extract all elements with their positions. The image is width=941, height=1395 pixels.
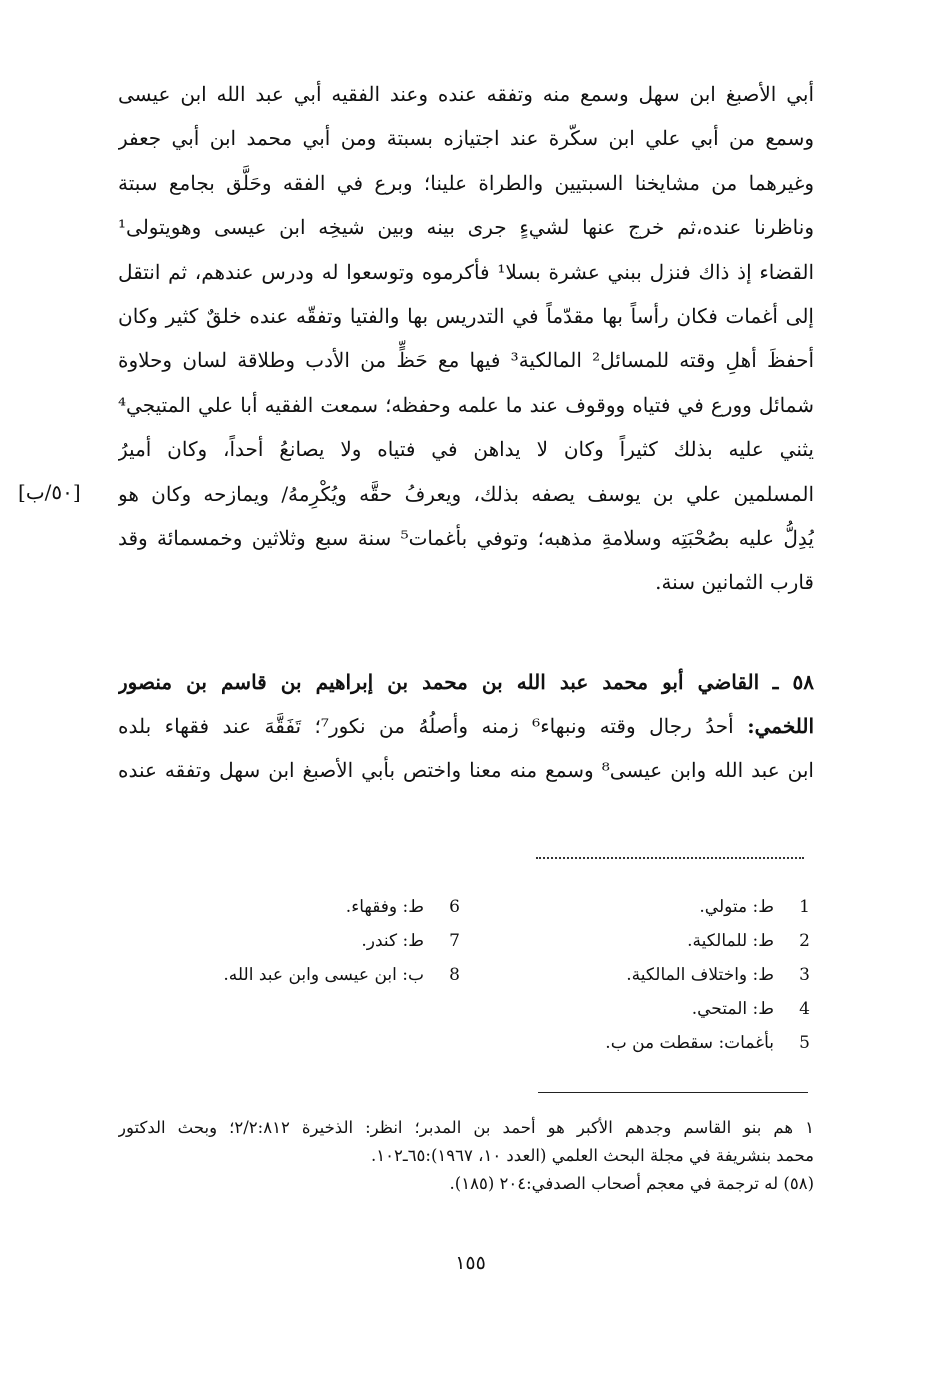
note-number: 4 [799, 999, 810, 1019]
note-text: بأغمات: سقطت من ب. [605, 1033, 774, 1053]
main-text-line: القضاء إذ ذاك فنزل ببني عشرة بسلا¹ فأكرموه وتوسعوا له ودرس عندهم، ثم انتقل [118, 259, 814, 284]
variant-note [540, 1026, 810, 1060]
variant-notes-left [150, 890, 460, 992]
note-text: ب: ابن عيسى وابن عبد الله. [223, 965, 424, 985]
note-text: ط: وفقهاء. [345, 897, 424, 917]
note-text: ط: كندر. [361, 931, 424, 951]
entry-number: ٥٨ ـ [772, 670, 814, 694]
entry-nisba: اللخمي: [747, 714, 814, 738]
variant-note [150, 958, 460, 992]
variant-note [150, 924, 460, 958]
note-number: 6 [449, 897, 460, 917]
editor-footnote-line: ١ هم بنو القاسم وجدهم الأكبر هو أحمد بن المدبر؛ انظر: الذخيرة ٢/٢:٨١٢؛ وبحث الدكتور [118, 1118, 814, 1137]
note-text: ط: متولي. [699, 897, 774, 917]
main-text-line: وناظرنا عنده،ثم خرج عنها لشيءٍ جرى بينه وبين شيخِه ابن عيسى وهويتولى¹ [118, 215, 814, 240]
page-number: ١٥٥ [455, 1252, 486, 1274]
entry-line-2 [118, 704, 814, 748]
main-text-line: قارب الثمانين سنة. [655, 570, 814, 595]
editor-footnote-line: محمد بنشريفة في مجلة البحث العلمي (العدد ١٠، ١٩٦٧):٦٥ـ١٠٢. [371, 1146, 814, 1165]
main-text-line: يثني عليه بذلك كثيراً وكان لا يداهن في فتياه ولا يصانعُ أحداً، وكان أميرُ [118, 437, 814, 462]
dotted-separator [536, 857, 804, 859]
variant-notes-right [540, 890, 810, 1060]
note-number: 5 [799, 1033, 810, 1053]
note-text: ط: للمالكية. [687, 931, 774, 951]
note-number: 2 [799, 931, 810, 951]
main-text-line: وغيرهما من مشايخنا السبتيين والطراة علينا؛ وبرع في الفقه وحَلَّق بجامع سبتة [118, 170, 814, 195]
note-number: 7 [449, 931, 460, 951]
variant-note [540, 958, 810, 992]
entry-text: أحدُ رجال وقته ونبهاء⁶ زمنه وأصلُهُ من نكور⁷؛ تَفَقَّهَ عند فقهاء بلده [118, 714, 734, 738]
variant-note [540, 992, 810, 1026]
note-number: 3 [799, 965, 810, 985]
note-text: ط: المتحي. [691, 999, 774, 1019]
biography-entry [118, 660, 814, 792]
note-number: 8 [449, 965, 460, 985]
entry-heading: القاضي أبو محمد عبد الله بن محمد بن إبراهيم بن قاسم بن منصور [118, 670, 760, 694]
entry-line-3: ابن عبد الله وابن عيسى⁸ وسمع منه معنا واختص بأبي الأصبغ ابن سهل وتفقه عنده [118, 758, 814, 782]
main-text-line: أبي الأصبغ ابن سهل وسمع منه وتفقه عنده وعند الفقيه أبي عبد الله ابن عيسى [118, 82, 814, 106]
main-text-line: المسلمين علي بن يوسف يصفه بذلك، ويعرفُ حقَّه ويُكْرِمهُ/ ويمازحه وكان هو [118, 481, 814, 506]
variant-note [540, 924, 810, 958]
main-text-block [118, 72, 814, 605]
editor-footnote-line: (٥٨) له ترجمة في معجم أصحاب الصدفي:٢٠٤ (١٨٥). [449, 1174, 814, 1193]
note-text: ط: واختلاف المالكية. [626, 965, 774, 985]
main-text-line: وسمع من أبي علي ابن سكّرة عند اجتيازه بسبتة ومن أبي محمد ابن أبي جعفر [118, 126, 814, 151]
variant-note [150, 890, 460, 924]
manuscript-folio-reference: [٥٠/ب] [18, 480, 81, 504]
main-text-line: يُدِلُّ عليه بصُحْبَتِه وسلامةِ مذهبه؛ وتوفي بأغمات⁵ سنة سبع وثلاثين وخمسمائة وقد [118, 525, 814, 550]
main-text-line: أحفظَ أهلِ وقته للمسائل² المالكية³ فيها مع حَظٍّ من الأدب وطلاقة لسان وحلاوة [118, 348, 814, 373]
editor-footnotes [118, 1114, 814, 1198]
main-text-line: شمائل وورع في فتياه ووقوف عند ما علمه وحفظه؛ سمعت الفقيه أبا علي المتيجي⁴ [118, 392, 814, 417]
variant-note [540, 890, 810, 924]
main-text-line: إلى أغمات فكان رأساً بها مقدّماً في التدريس بها والفتيا وتفقّه عنده خلقٌ كثير وكان [118, 303, 814, 328]
entry-heading-line [118, 660, 814, 704]
note-number: 1 [799, 897, 810, 917]
footnote-separator [538, 1092, 808, 1093]
